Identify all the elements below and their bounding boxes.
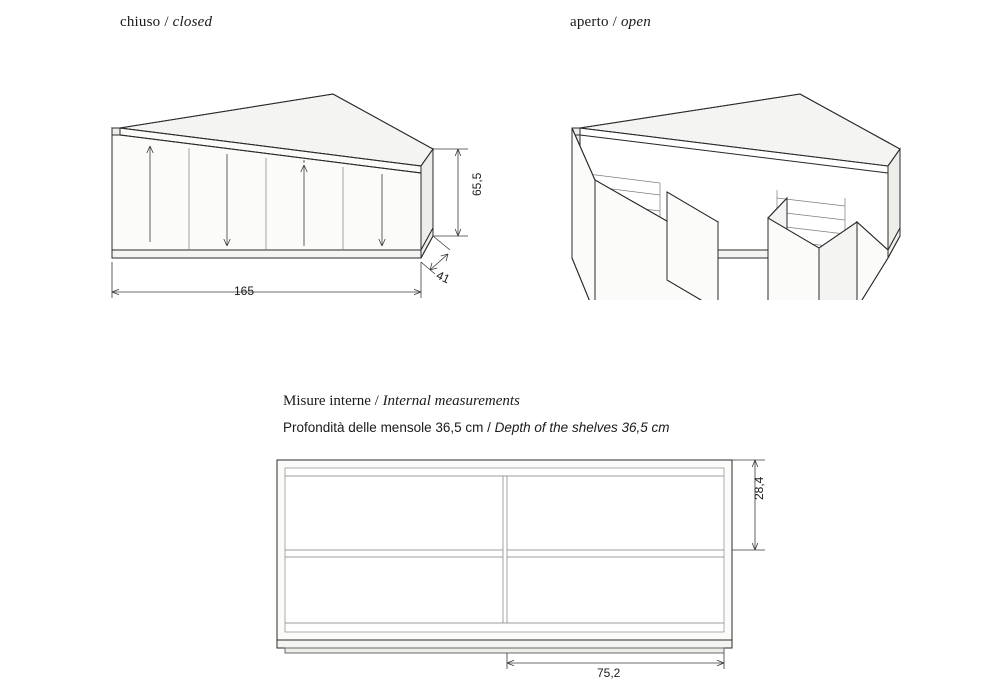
dimension-closed-depth [434, 268, 453, 287]
figure-closed-cabinet [90, 70, 490, 310]
dimension-closed-width: 165 [234, 284, 255, 298]
figure-open-cabinet [555, 70, 945, 300]
internal-measurements-title-it: Misure interne [283, 393, 371, 409]
internal-measurements-title-sep: / [370, 393, 383, 409]
figure-label-open-en: open [620, 14, 651, 30]
figure-label-closed-en: closed [172, 14, 213, 30]
dimension-closed-height-text: 65,5 [470, 172, 484, 196]
shelf-depth-note-en: Depth of the shelves 36,5 cm [494, 420, 670, 435]
shelf-depth-note-sep: / [483, 420, 495, 435]
dimension-internal-height-text: 28,4 [752, 476, 766, 500]
figure-label-closed-it: chiuso [120, 14, 161, 30]
dimension-internal-width: 75,2 [597, 666, 621, 680]
figure-label-open [570, 14, 651, 31]
figure-label-open-it: aperto [570, 14, 609, 30]
figure-internal-front-view [255, 445, 795, 675]
internal-measurements-title-en: Internal measurements [382, 393, 520, 409]
figure-label-closed-sep: / [160, 14, 173, 30]
dimension-internal-height [752, 476, 775, 514]
shelf-depth-note [283, 420, 670, 435]
shelf-depth-note-it: Profondità delle mensole 36,5 cm [283, 420, 484, 435]
figure-label-open-sep: / [608, 14, 621, 30]
figure-label-closed [120, 14, 212, 31]
dimension-closed-depth-text: 41 [434, 268, 453, 287]
dimension-closed-height [470, 172, 493, 210]
internal-measurements-title [283, 393, 520, 410]
